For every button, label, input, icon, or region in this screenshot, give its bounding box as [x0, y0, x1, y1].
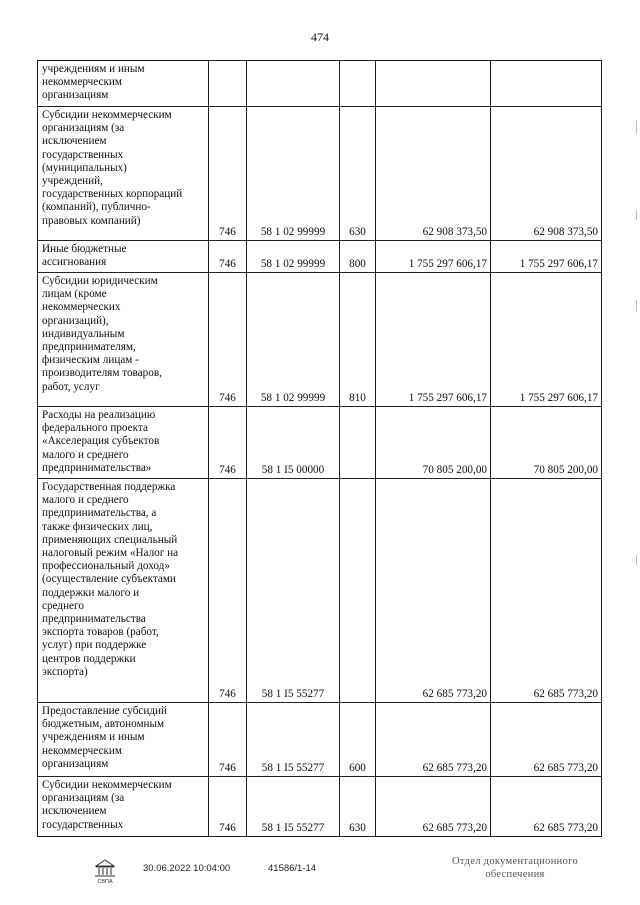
row-sum2: 62 685 773,20: [491, 703, 602, 777]
logo-caption: СВПА: [97, 879, 113, 884]
row-ved: 746: [209, 407, 247, 479]
row-name: Иные бюджетные ассигнования: [38, 241, 209, 273]
row-sum2: 70 805 200,00: [491, 407, 602, 479]
table-row: [38, 241, 602, 273]
row-vr: 630: [340, 777, 376, 837]
row-ved: 746: [209, 273, 247, 407]
row-csr: 58 1 I5 55277: [247, 479, 340, 703]
row-sum1: [376, 61, 491, 107]
row-name: Предоставление субсидий бюджетным, автономным учреждениям и иным некоммерческим организациям: [38, 703, 209, 777]
table-row: [38, 273, 602, 407]
row-ved: 746: [209, 241, 247, 273]
row-ved: 746: [209, 479, 247, 703]
row-vr: 800: [340, 241, 376, 273]
table-row: [38, 703, 602, 777]
scan-edge-mark: [636, 210, 637, 220]
table-row: [38, 777, 602, 837]
row-sum2: 1 755 297 606,17: [491, 273, 602, 407]
footer-doc-number: 41586/1-14: [268, 863, 317, 874]
row-ved: 746: [209, 107, 247, 241]
budget-table: [37, 60, 602, 837]
row-csr: 58 1 I5 00000: [247, 407, 340, 479]
row-name: Субсидии некоммерческим организациям (за исключением государственных: [38, 777, 209, 837]
row-csr: 58 1 I5 55277: [247, 777, 340, 837]
row-name: Субсидии некоммерческим организациям (за исключением государственных (муниципальных) учреждений, государственных корпораций (компаний), публично- правовых компаний): [38, 107, 209, 241]
row-csr: 58 1 02 99999: [247, 241, 340, 273]
row-csr: 58 1 02 99999: [247, 273, 340, 407]
row-ved: 746: [209, 777, 247, 837]
row-sum1: 62 908 373,50: [376, 107, 491, 241]
row-sum2: [491, 61, 602, 107]
row-name: Расходы на реализацию федерального проекта «Акселерация субъектов малого и среднего предпринимательства»: [38, 407, 209, 479]
row-vr: 630: [340, 107, 376, 241]
row-vr: [340, 479, 376, 703]
row-vr: 810: [340, 273, 376, 407]
row-sum1: 62 685 773,20: [376, 777, 491, 837]
row-vr: [340, 61, 376, 107]
stamp-line-1: Отдел документационного: [451, 856, 579, 867]
row-sum2: 1 755 297 606,17: [491, 241, 602, 273]
footer-datetime: 30.06.2022 10:04:00: [143, 863, 231, 874]
row-vr: [340, 407, 376, 479]
row-name: учреждениям и иным некоммерческим организациям: [38, 61, 209, 107]
row-ved: [209, 61, 247, 107]
row-sum1: 1 755 297 606,17: [376, 241, 491, 273]
stamp-line-2: обеспечения: [485, 869, 545, 880]
row-name: Государственная поддержка малого и среднего предпринимательства, а также физических лиц, применяющих специальный налоговый режим «Налог на профессиональный доход» (осуществление субъектами поддержки малого и среднего предпринимательства экспорта товаров (работ, услуг) при поддержке центров поддержки экспорта): [38, 479, 209, 703]
row-csr: 58 1 02 99999: [247, 107, 340, 241]
row-sum2: 62 685 773,20: [491, 777, 602, 837]
row-ved: 746: [209, 703, 247, 777]
row-csr: 58 1 I5 55277: [247, 703, 340, 777]
table-row: [38, 407, 602, 479]
row-sum1: 70 805 200,00: [376, 407, 491, 479]
table-row: [38, 107, 602, 241]
row-sum2: 62 908 373,50: [491, 107, 602, 241]
row-vr: 600: [340, 703, 376, 777]
row-sum2: 62 685 773,20: [491, 479, 602, 703]
department-stamp: [440, 855, 590, 881]
row-sum1: 1 755 297 606,17: [376, 273, 491, 407]
row-name: Субсидии юридическим лицам (кроме некоммерческих организаций), индивидуальным предпринимателям, физическим лицам - производителям товаров, работ, услуг: [38, 273, 209, 407]
building-emblem-icon: [92, 858, 118, 884]
page-number: 474: [311, 30, 329, 44]
scan-edge-mark: [636, 555, 637, 565]
row-csr: [247, 61, 340, 107]
scan-edge-mark: [636, 120, 637, 134]
scan-edge-mark: [636, 300, 637, 312]
table-row: [38, 479, 602, 703]
row-sum1: 62 685 773,20: [376, 703, 491, 777]
table-row: [38, 61, 602, 107]
row-sum1: 62 685 773,20: [376, 479, 491, 703]
